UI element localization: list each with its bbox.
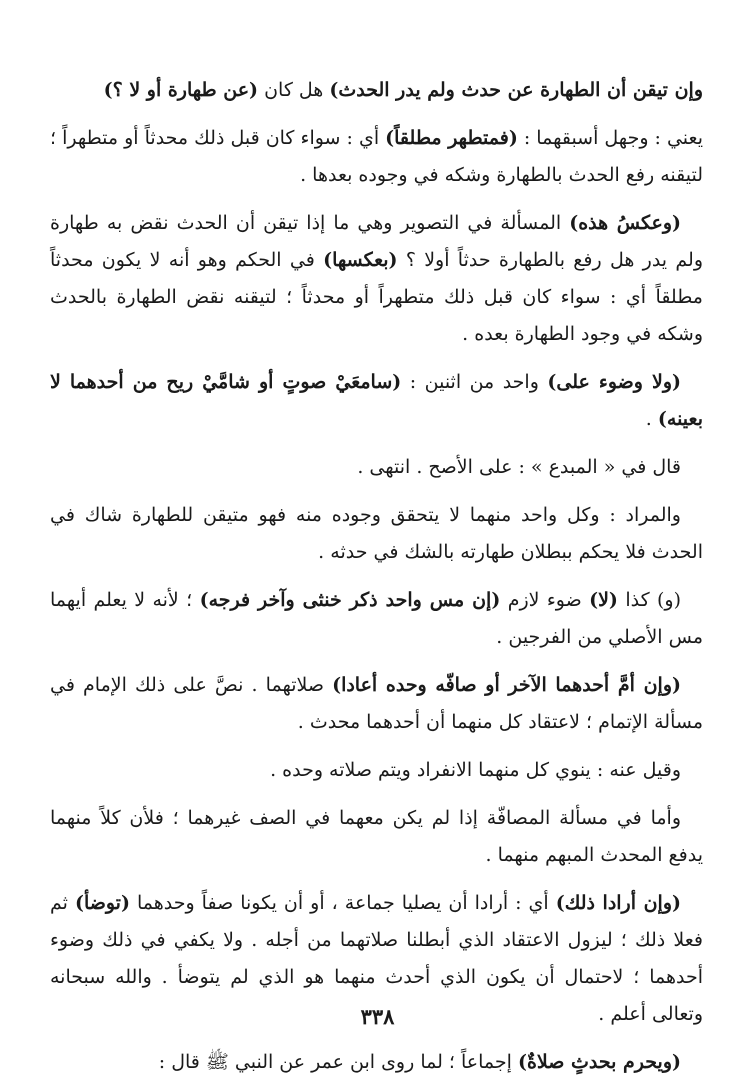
- bold-text-segment: (وإن أمَّ أحدهما الآخر أو صافّه وحده أعادا): [332, 674, 681, 696]
- paragraph: [50, 752, 703, 789]
- text-segment: المسألة في التصوير وهي ما إذا تيقن أن الحدث نقض به طهارة ولم يدر هل رفع بالطهارة حدثاً أولا ؟: [50, 212, 703, 271]
- paragraph: [50, 667, 703, 741]
- text-segment: إجماعاً ؛ لما روى ابن عمر عن النبي ﷺ قال :: [158, 1051, 518, 1073]
- text-segment: أي : سواء كان قبل ذلك محدثاً أو متطهراً ؛ لتيقنه رفع الحدث بالطهارة وشكه في وجوده بعدها .: [49, 127, 703, 186]
- paragraph: [50, 800, 703, 874]
- bold-text-segment: (إن مس واحد ذكر خنثى وآخر فرجه): [199, 589, 501, 611]
- page-number: ٣٣٨: [360, 1004, 395, 1029]
- paragraph: [50, 364, 703, 438]
- paragraph: [50, 120, 703, 194]
- paragraph: [50, 449, 703, 486]
- bold-text-segment: وإن تيقن أن الطهارة عن حدث ولم يدر الحدث): [329, 79, 703, 101]
- bold-text-segment: (سامعَيْ صوتٍ أو شامَّيْ ريح من أحدهما لا بعينه): [50, 371, 703, 430]
- text-segment: قال في « المبدع » : على الأصح . انتهى .: [357, 456, 681, 478]
- bold-text-segment: (ويحرم بحدثٍ صلاةٌ): [517, 1051, 681, 1073]
- text-segment: ضوء لازم: [500, 589, 590, 611]
- bold-text-segment: (وإن أرادا ذلك): [555, 892, 681, 914]
- bold-text-segment: (فمتطهر مطلقاً): [385, 127, 518, 149]
- paragraph: [50, 1044, 703, 1081]
- text-segment: ؛ لأنه لا يعلم أيهما مس الأصلي من الفرجين .: [50, 589, 703, 648]
- paragraph: [50, 72, 703, 109]
- text-segment: ثم فعلا ذلك ؛ ليزول الاعتقاد الذي أبطلنا صلاتهما من أجله . ولا يكفي في ذلك وضوء أحدهما ؛ لاحتمال أن يكون الذي أحدث منهما هو الذي لم يتوضأ . والله سبحانه وتعالى أعلم .: [50, 892, 703, 1025]
- text-segment: (و) كذا: [617, 589, 681, 611]
- body-text: [50, 72, 703, 1081]
- text-segment: في الحكم وهو أنه لا يكون محدثاً مطلقاً أي : سواء كان قبل ذلك متطهراً أو محدثاً ؛ لتيقنه نقض الطهارة بالحدث وشكه في وجود الطهارة بعده .: [50, 249, 703, 345]
- text-segment: واحد من اثنين :: [401, 371, 548, 393]
- text-segment: أي : أرادا أن يصليا جماعة ، أو أن يكونا صفاً وحدهما: [129, 892, 556, 914]
- bold-text-segment: (لا): [589, 589, 618, 611]
- paragraph: [50, 582, 703, 656]
- bold-text-segment: (وعكسُ هذه): [569, 212, 681, 234]
- bold-text-segment: (بعكسها): [323, 249, 398, 271]
- text-segment: .: [645, 408, 658, 430]
- paragraph: [50, 205, 703, 353]
- bold-text-segment: (توضأ): [74, 892, 130, 914]
- text-segment: يعني : وجهل أسبقهما :: [517, 127, 703, 149]
- bold-text-segment: (ولا وضوء على): [547, 371, 681, 393]
- bold-text-segment: (عن طهارة أو لا ؟): [103, 79, 259, 101]
- text-segment: هل كان: [258, 79, 330, 101]
- text-segment: وقيل عنه : ينوي كل منهما الانفراد ويتم صلاته وحده .: [270, 759, 681, 781]
- text-segment: وأما في مسألة المصافّة إذا لم يكن معهما في الصف غيرهما ؛ فلأن كلاً منهما يدفع المحدث المبهم منهما .: [50, 807, 703, 866]
- text-segment: والمراد : وكل واحد منهما لا يتحقق وجوده منه فهو متيقن للطهارة شاك في الحدث فلا يحكم ببطلان طهارته بالشك في حدثه .: [50, 504, 703, 563]
- paragraph: [50, 497, 703, 571]
- text-segment: صلاتهما . نصَّ على ذلك الإمام في مسألة الإتمام ؛ لاعتقاد كل منهما أن أحدهما محدث .: [50, 674, 703, 733]
